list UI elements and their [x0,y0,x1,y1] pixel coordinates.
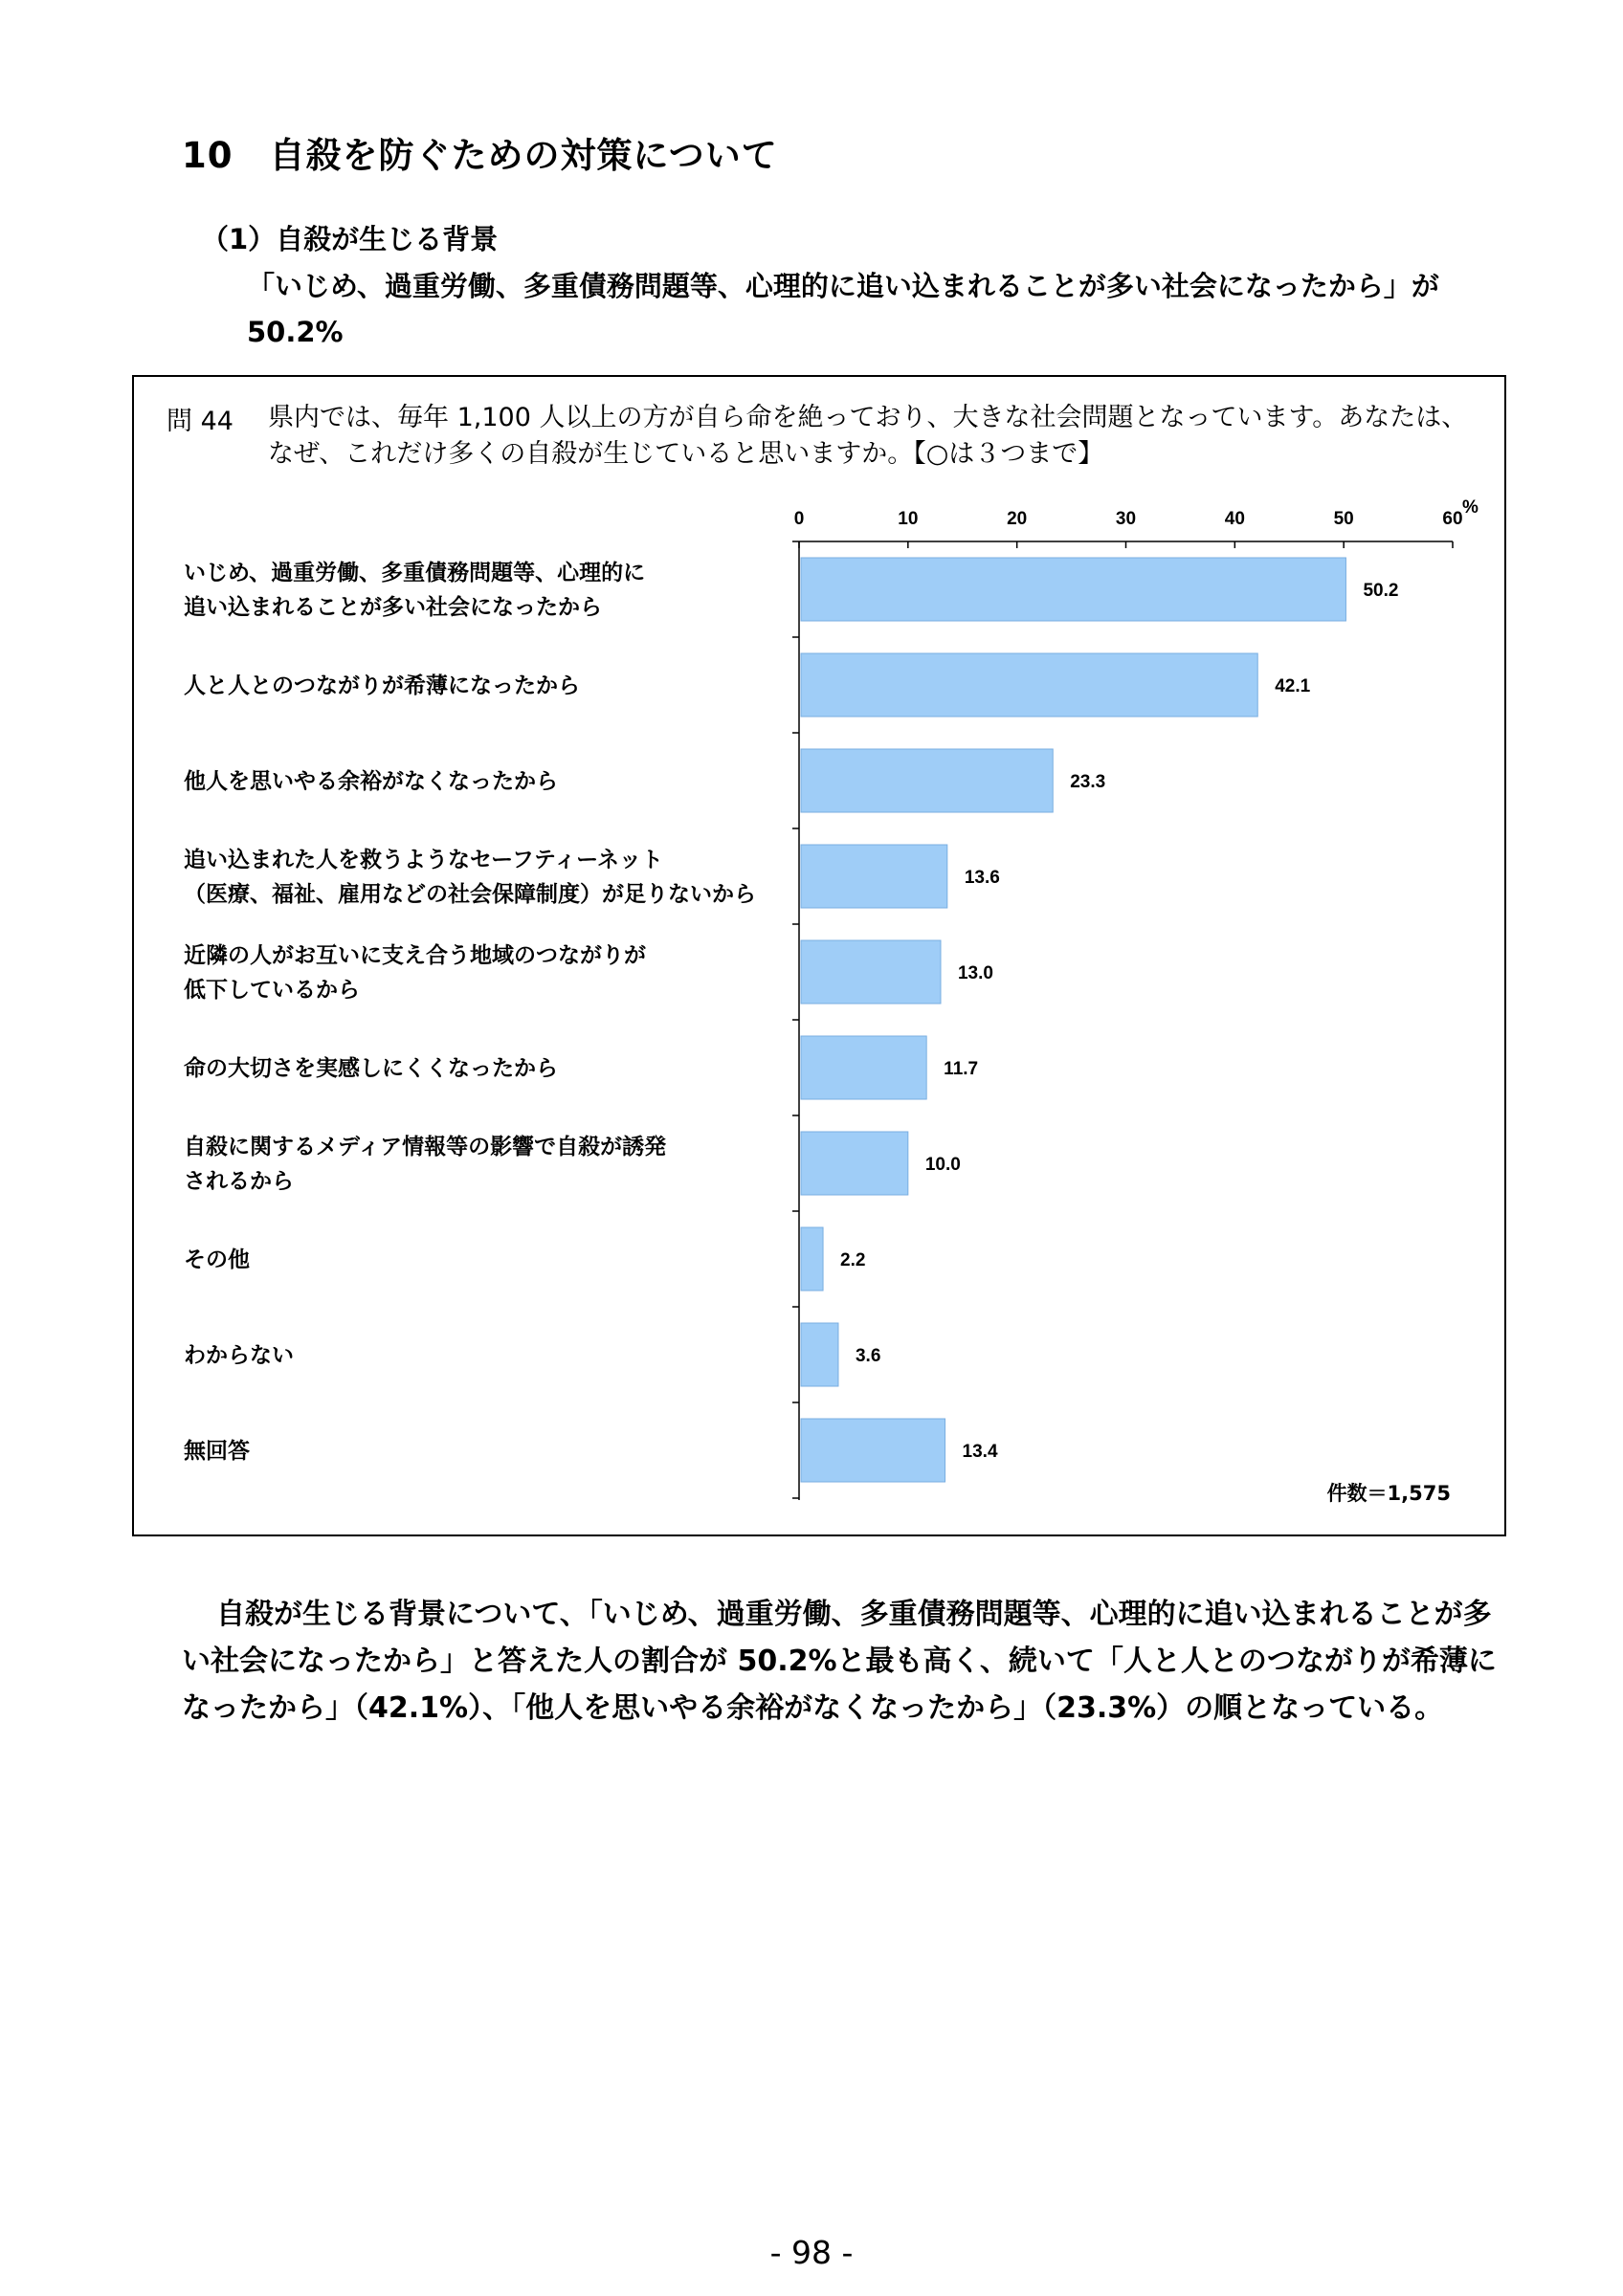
x-tick-label: 10 [898,509,919,529]
bar [801,845,947,908]
data-label: 13.4 [962,1442,998,1462]
category-label: 無回答 [184,1439,250,1464]
x-tick-label: 20 [1007,509,1028,529]
bar [801,940,941,1004]
category-label: 追い込まれた人を救うようなセーフティーネット [184,848,663,872]
question-number: 問 44 [167,407,233,436]
x-tick-label: 60 [1442,509,1463,529]
category-label: 命の大切さを実感しにくくなったから [184,1056,558,1081]
page-number: - 98 - [769,2234,854,2271]
bar [801,1132,908,1195]
bar [801,749,1053,812]
category-label: わからない [184,1343,294,1368]
category-label: 近隣の人がお互いに支え合う地域のつながりが [184,943,646,968]
x-tick-label: 30 [1115,509,1137,529]
category-label: 低下しているから [184,978,360,1003]
section-title: 10 自殺を防ぐための対策について [182,135,778,176]
data-label: 42.1 [1275,676,1311,696]
subsection-title: （1）自殺が生じる背景 [201,223,499,255]
x-axis-unit: % [1462,497,1478,518]
data-label: 13.6 [964,868,1000,888]
subsection-summary: 「いじめ、過重労働、多重債務問題等、心理的に追い込まれることが多い社会になったから」が 50.2% [247,270,1439,348]
x-tick-label: 50 [1333,509,1354,529]
question-text: 県内では、毎年 1,100 人以上の方が自ら命を絶っており、大きな社会問題となっています。あなたは、なぜ、これだけ多くの自殺が生じていると思いますか。【○は３つまで】 [268,403,1468,469]
data-label: 50.2 [1363,581,1399,601]
data-label: 10.0 [924,1155,961,1175]
analysis-paragraph: 自殺が生じる背景について、「いじめ、過重労働、多重債務問題等、心理的に追い込まれることが多い社会になったから」と答えた人の割合が 50.2%と最も高く、続いて「人と人とのつながりが希薄になったから」（42.1%）、「他人を思いやる余裕がなくなったから」（23.3%）の順となっている。 [182,1598,1497,1725]
bar [801,1419,945,1482]
category-label: いじめ、過重労働、多重債務問題等、心理的に [184,561,646,585]
category-label: その他 [184,1247,250,1272]
bar [801,653,1257,717]
sample-size-label: 件数＝1,575 [1326,1482,1451,1505]
bar [801,1036,926,1099]
data-label: 13.0 [957,963,993,983]
bar [801,1227,823,1291]
category-label: 人と人とのつながりが希薄になったから [184,673,580,698]
data-label: 3.6 [855,1346,881,1366]
x-tick-label: 0 [793,509,805,529]
category-label: 他人を思いやる余裕がなくなったから [184,769,558,794]
category-label: （医療、福祉、雇用などの社会保障制度）が足りないから [184,882,756,907]
category-label: 追い込まれることが多い社会になったから [184,595,602,620]
bar [801,1323,838,1386]
category-label: されるから [184,1169,294,1194]
category-label: 自殺に関するメディア情報等の影響で自殺が誘発 [184,1135,667,1159]
data-label: 11.7 [944,1059,979,1079]
data-label: 2.2 [840,1250,866,1270]
bar [801,558,1345,621]
data-label: 23.3 [1070,772,1106,792]
x-tick-label: 40 [1224,509,1245,529]
